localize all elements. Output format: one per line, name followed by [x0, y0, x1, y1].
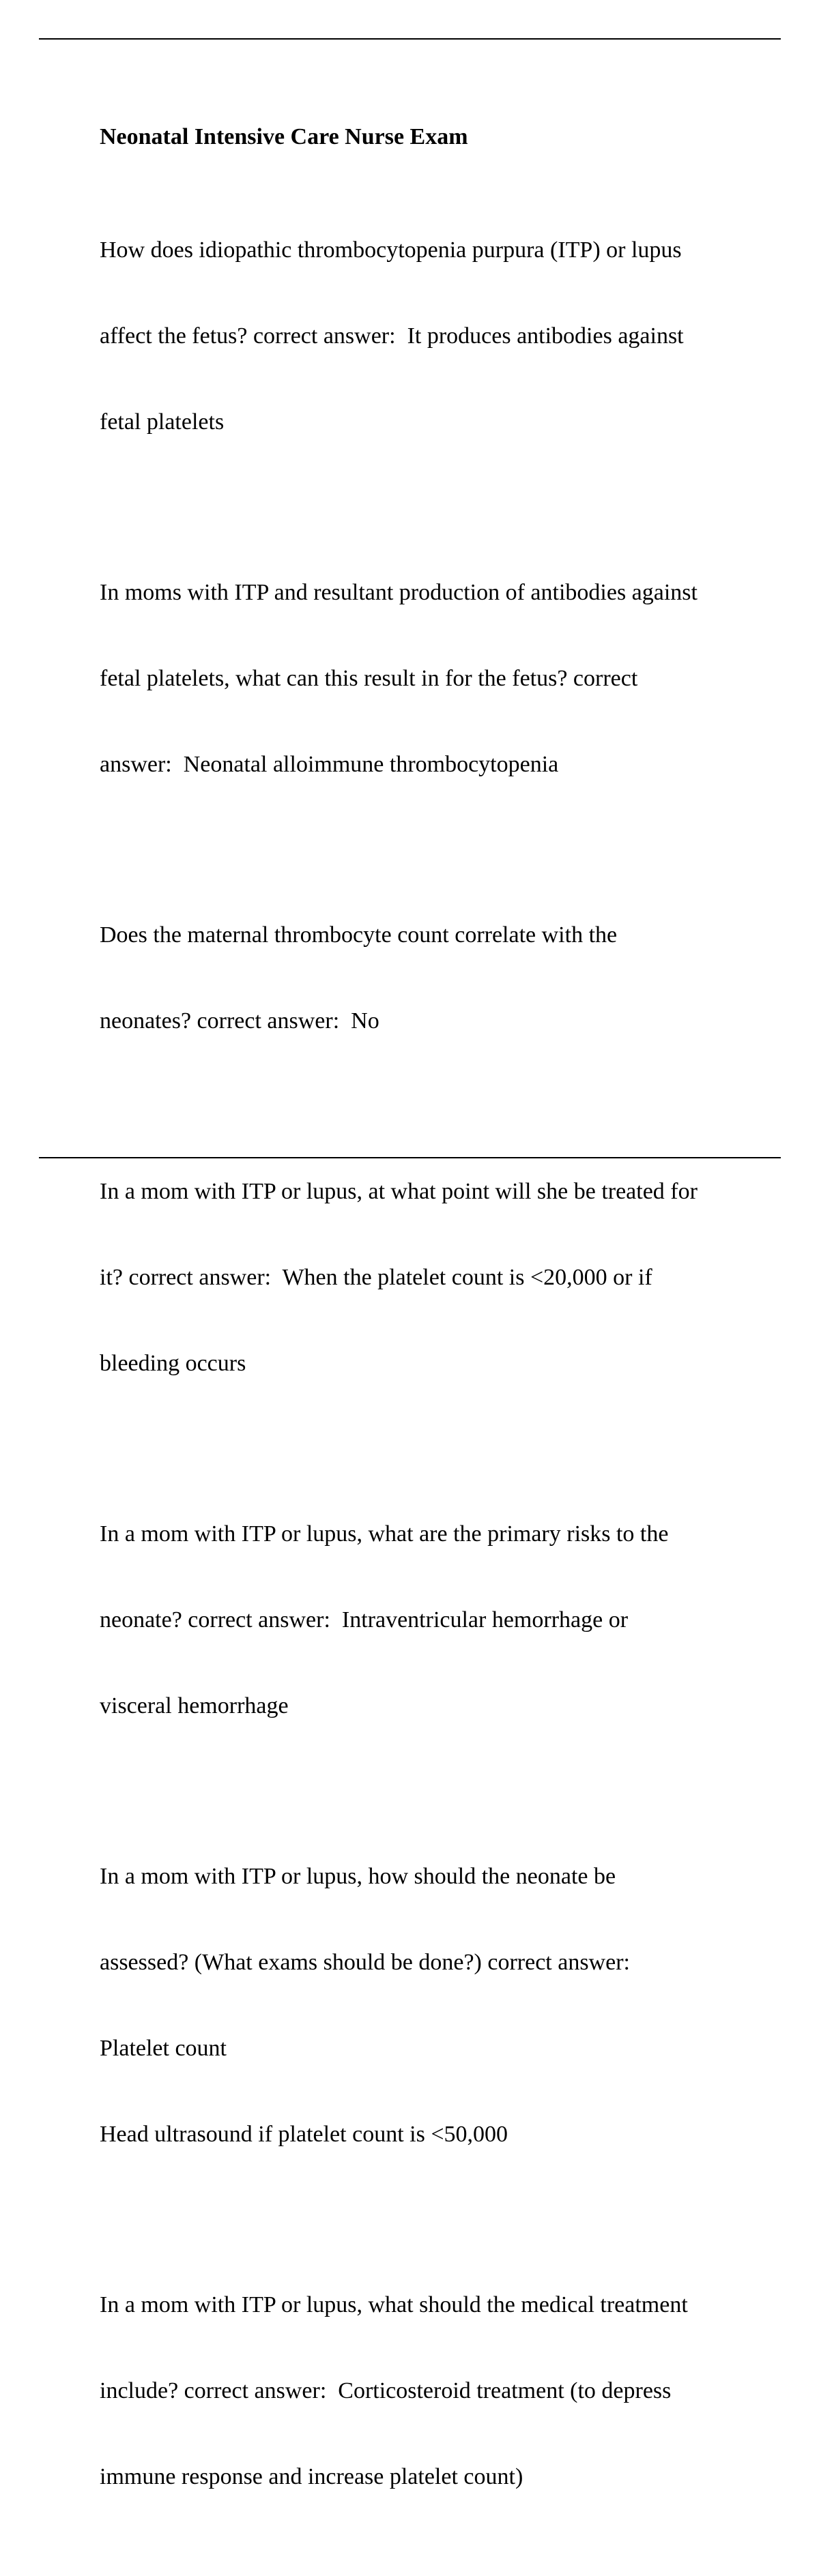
qa-line: assessed? (What exams should be done?) correct answer:	[100, 1950, 630, 1975]
qa-line: Platelet count	[100, 2036, 227, 2061]
qa-item-4	[100, 1120, 782, 1435]
qa-item-2	[100, 521, 782, 836]
top-rule	[39, 38, 781, 40]
qa-item-6	[100, 1805, 782, 2206]
qa-item-1	[100, 179, 782, 494]
qa-line: bleeding occurs	[100, 1351, 246, 1376]
qa-line: neonate? correct answer: Intraventricular hemorrhage or	[100, 1607, 629, 1633]
qa-line: immune response and increase platelet count)	[100, 2464, 523, 2489]
qa-line: fetal platelets	[100, 409, 225, 435]
qa-line: include? correct answer: Corticosteroid treatment (to depress	[100, 2378, 672, 2403]
qa-line: answer: Neonatal alloimmune thrombocytopenia	[100, 752, 559, 777]
document-title: Neonatal Intensive Care Nurse Exam	[100, 124, 468, 149]
bottom-rule	[39, 1157, 781, 1158]
qa-line: fetal platelets, what can this result in for the fetus? correct	[100, 666, 638, 691]
qa-line: affect the fetus? correct answer: It produces antibodies against	[100, 323, 684, 349]
qa-line: visceral hemorrhage	[100, 1693, 289, 1718]
qa-item-7	[100, 2234, 782, 2549]
qa-item-3	[100, 864, 782, 1093]
qa-line: Does the maternal thrombocyte count correlate with the	[100, 922, 618, 948]
qa-line: In a mom with ITP or lupus, at what point will she be treated for	[100, 1179, 698, 1204]
qa-line: How does idiopathic thrombocytopenia purpura (ITP) or lupus	[100, 237, 682, 263]
qa-line: In a mom with ITP or lupus, how should the neonate be	[100, 1864, 616, 1889]
qa-line: In moms with ITP and resultant production of antibodies against	[100, 580, 698, 605]
qa-item-5	[100, 1463, 782, 1778]
qa-line: In a mom with ITP or lupus, what should the medical treatment	[100, 2292, 688, 2317]
document-body	[100, 123, 782, 2576]
qa-line: In a mom with ITP or lupus, what are the primary risks to the	[100, 1521, 669, 1547]
qa-line: it? correct answer: When the platelet count is <20,000 or if	[100, 1265, 652, 1290]
qa-line: neonates? correct answer: No	[100, 1008, 379, 1034]
qa-line: Head ultrasound if platelet count is <50,000	[100, 2122, 508, 2147]
